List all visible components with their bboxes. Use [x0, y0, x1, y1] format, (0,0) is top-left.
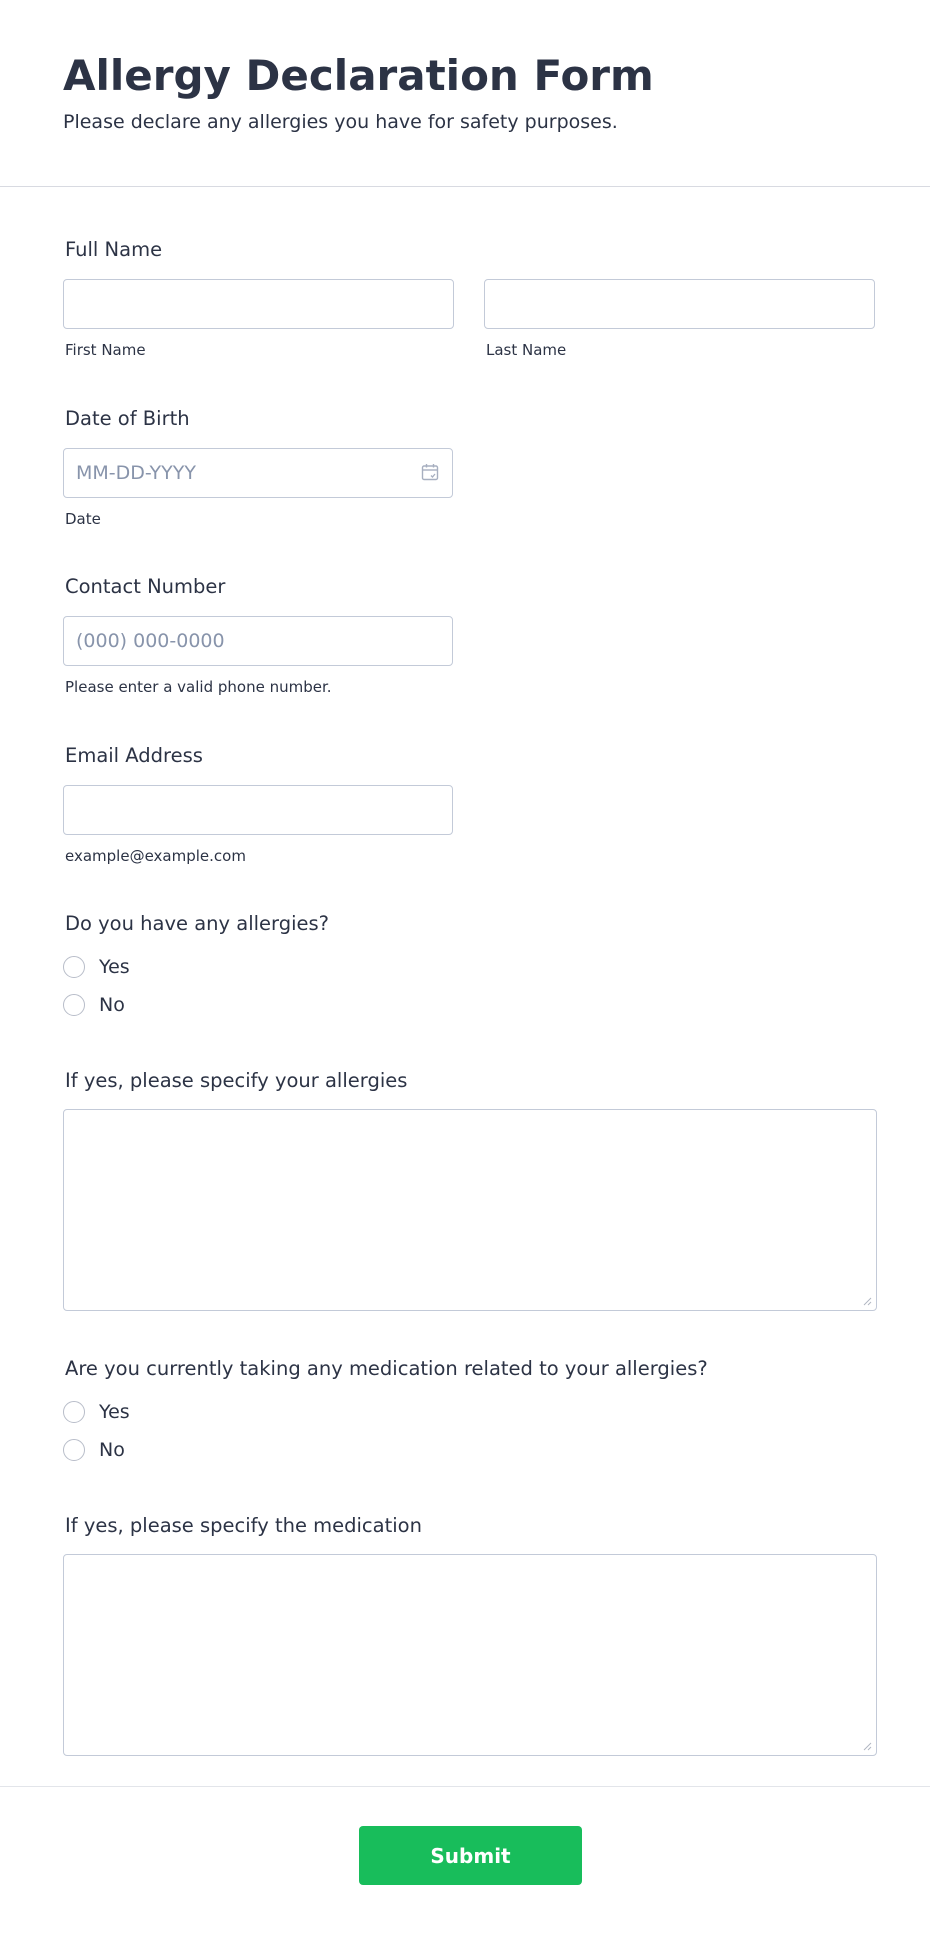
allergies-textarea[interactable]	[63, 1109, 877, 1311]
form-title: Allergy Declaration Form	[63, 51, 654, 100]
submit-button[interactable]: Submit	[359, 1826, 582, 1885]
form-subtitle: Please declare any allergies you have for safety purposes.	[63, 111, 618, 133]
medication-yes-label[interactable]: Yes	[99, 1401, 130, 1423]
dob-field	[63, 407, 453, 528]
form-header	[0, 0, 930, 187]
email-field	[63, 744, 453, 865]
allergies-yes-option[interactable]	[63, 954, 329, 980]
email-label: Email Address	[65, 744, 203, 767]
dob-input[interactable]	[63, 448, 453, 498]
full-name-field	[63, 238, 875, 359]
allergies-yes-label[interactable]: Yes	[99, 956, 130, 978]
medication-question-field	[63, 1357, 708, 1463]
medication-specify-label: If yes, please specify the medication	[65, 1514, 422, 1537]
email-sublabel: example@example.com	[65, 847, 246, 865]
medication-textarea[interactable]	[63, 1554, 877, 1756]
medication-no-radio[interactable]	[63, 1439, 85, 1461]
dob-label: Date of Birth	[65, 407, 190, 430]
allergies-yes-radio[interactable]	[63, 956, 85, 978]
first-name-input[interactable]	[63, 279, 454, 329]
phone-input[interactable]	[63, 616, 453, 666]
dob-sublabel: Date	[65, 510, 101, 528]
allergies-question-field	[63, 912, 329, 1018]
last-name-sublabel: Last Name	[486, 341, 567, 359]
resize-handle-icon[interactable]	[862, 1741, 872, 1751]
medication-no-label[interactable]: No	[99, 1439, 125, 1461]
medication-no-option[interactable]	[63, 1437, 708, 1463]
full-name-label: Full Name	[65, 238, 163, 261]
calendar-icon[interactable]	[421, 463, 439, 481]
contact-sublabel: Please enter a valid phone number.	[65, 678, 332, 696]
resize-handle-icon[interactable]	[862, 1296, 872, 1306]
contact-field	[63, 575, 453, 696]
medication-yes-option[interactable]	[63, 1399, 708, 1425]
first-name-sublabel: First Name	[65, 341, 146, 359]
allergies-no-radio[interactable]	[63, 994, 85, 1016]
medication-yes-radio[interactable]	[63, 1401, 85, 1423]
email-input[interactable]	[63, 785, 453, 835]
allergies-no-option[interactable]	[63, 992, 329, 1018]
contact-label: Contact Number	[65, 575, 226, 598]
medication-specify-field	[63, 1514, 877, 1756]
allergies-specify-label: If yes, please specify your allergies	[65, 1069, 408, 1092]
allergies-specify-field	[63, 1069, 877, 1311]
medication-question-label: Are you currently taking any medication related to your allergies?	[65, 1357, 708, 1380]
form-footer-divider	[0, 1786, 930, 1787]
last-name-input[interactable]	[484, 279, 875, 329]
allergies-no-label[interactable]: No	[99, 994, 125, 1016]
allergies-question-label: Do you have any allergies?	[65, 912, 330, 935]
